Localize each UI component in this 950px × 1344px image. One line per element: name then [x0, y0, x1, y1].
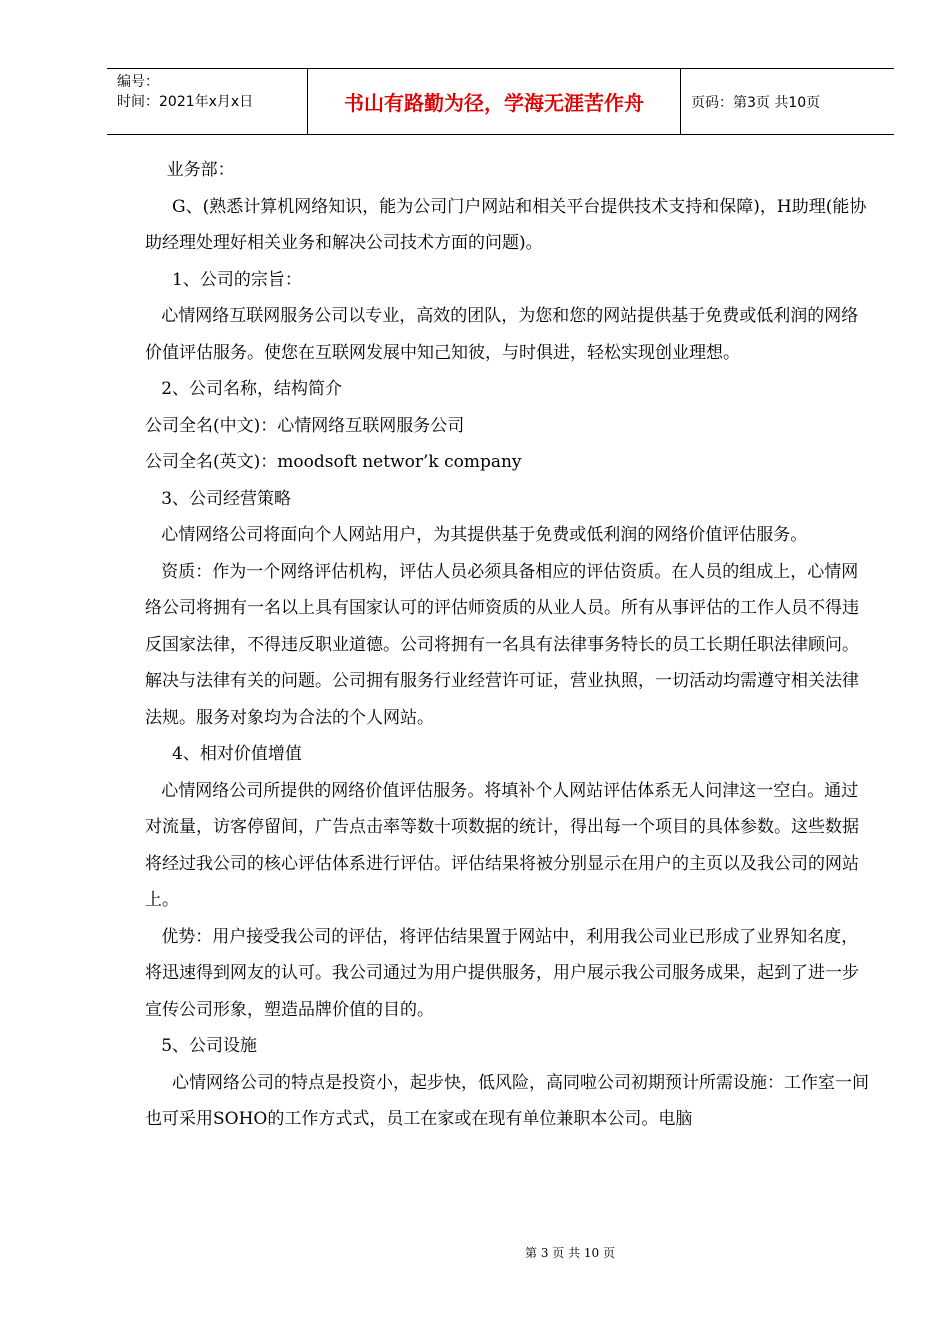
document-body [145, 152, 873, 1138]
paragraph: 资质：作为一个网络评估机构，评估人员必须具备相应的评估资质。在人员的组成上，心情网络公司将拥有一名以上具有国家认可的评估师资质的从业人员。所有从事评估的工作人员不得违反国家法律，不得违反职业道德。公司将拥有一名具有法律事务特长的员工长期任职法律顾问。解决与法律有关的问题。公司拥有服务行业经营许可证，营业执照，一切活动均需遵守相关法律法规。服务对象均为合法的个人网站。 [145, 561, 859, 728]
document-header [107, 68, 894, 135]
paragraph: 5、公司设施 [145, 1036, 258, 1056]
paragraph: G、(熟悉计算机网络知识，能为公司门户网站和相关平台提供技术支持和保障)，H助理(能协助经理处理好相关业务和解决公司技术方面的问题)。 [145, 196, 867, 253]
paragraph: 1、公司的宗旨： [145, 269, 302, 290]
paragraph: 2、公司名称，结构简介 [145, 379, 343, 399]
paragraph: 心情网络公司所提供的网络价值评估服务。将填补个人网站评估体系无人问津这一空白。通过对流量，访客停留间，广告点击率等数十项数据的统计，得出每一个项目的具体参数。这些数据将经过我公司的核心评估体系进行评估。评估结果将被分别显示在用户的主页以及我公司的网站上。 [145, 780, 859, 910]
paragraph: 心情网络互联网服务公司以专业，高效的团队，为您和您的网站提供基于免费或低利润的网络价值评估服务。使您在互联网发展中知己知彼，与时俱进，轻松实现创业理想。 [145, 306, 859, 363]
paragraph: 心情网络公司的特点是投资小，起步快，低风险，高同啦公司初期预计所需设施：工作室一间也可采用SOHO的工作方式式，员工在家或在现有单位兼职本公司。电脑 [145, 1072, 870, 1129]
header-meta [107, 69, 308, 134]
paragraph: 3、公司经营策略 [145, 488, 292, 509]
paragraph: 优势：用户接受我公司的评估，将评估结果置于网站中，利用我公司业已形成了业界知名度，将迅速得到网友的认可。我公司通过为用户提供服务，用户展示我公司服务成果，起到了进一步宣传公司形象，塑造品牌价值的目的。 [145, 926, 859, 1020]
time-label: 时间：2021年x月x日 [117, 94, 254, 110]
paragraph: 4、相对价值增值 [145, 744, 302, 764]
header-page-label: 页码：第3页 共10页 [691, 94, 821, 111]
paragraph: 公司全名(中文)：心情网络互联网服务公司 [145, 415, 465, 436]
header-motto: 书山有路勤为径，学海无涯苦作舟 [308, 69, 681, 134]
paragraph: 心情网络公司将面向个人网站用户，为其提供基于免费或低利润的网络价值评估服务。 [145, 525, 808, 545]
paragraph: 公司全名(英文)：moodsoft networ’k company [145, 452, 522, 472]
footer-page-number: 第 3 页 共 10 页 [525, 1246, 615, 1260]
page-footer [0, 1244, 950, 1261]
paragraph: 业务部： [145, 160, 235, 180]
number-label: 编号： [117, 74, 159, 90]
